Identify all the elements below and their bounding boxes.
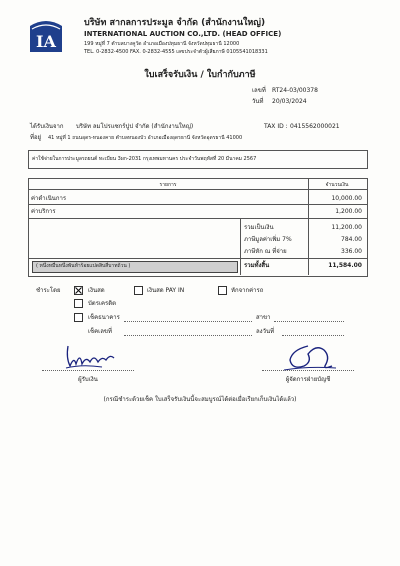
customer-address: 41 หมู่ที่ 1 ถนนอุดร-หนองคาย ตำบลหนองบัว อำเภอเมืองอุดรธานี จังหวัดอุดรธานี 41000 [48,135,243,141]
authorized-label: ผู้จัดการฝ่ายบัญชี [285,376,331,383]
branch-line [274,321,344,322]
wht-label: ภาษีหัก ณ ที่จ่าย [244,248,287,255]
table-row-amount: 1,200.00 [335,208,362,215]
doc-date-label: วันที่ [252,98,264,105]
deduction-label: หักจากค่ารถ [231,287,264,294]
cash-label: เงินสด [88,287,105,294]
deduction-checkbox[interactable] [218,286,227,295]
tax-id-label: TAX ID : [264,123,288,130]
footer-note: (กรณีชำระด้วยเช็ค ใบเสร็จรับเงินนี้จะสมบูรณ์ได้ต่อเมื่อเรียกเก็บเงินได้แล้ว) [103,396,297,403]
description: ค่าใช้จ่ายในการประมูลรถยนต์ ทะเบียน 3ผก-2031 กรุงเทพมหานคร ประจำวันพฤหัสที่ 20 มีนาคม 2567 [32,156,257,162]
doc-number: RT24-03/00378 [272,87,318,94]
payin-label: เงินสด PAY IN [147,287,185,294]
credit-card-checkbox[interactable] [74,299,83,308]
amount-in-words: ( หนึ่งหมื่นหนึ่งพันห้าร้อยแปดสิบสี่บาทถ้วน ) [36,263,131,269]
authorized-signature-line [262,370,354,371]
company-address: 199 หมู่ที่ 7 ตำบลบางคูวัด อำเภอเมืองปทุมธานี จังหวัดปทุมธานี 12000 [84,41,240,47]
cheque-bank-line [124,321,252,322]
company-contact: TEL. 0-2832-4500 FAX. 0-2832-4555 เลขประจำตัวผู้เสียภาษี 0105541018331 [84,49,268,55]
table-header-item: รายการ [159,182,177,188]
subtotal-label: รวมเป็นเงิน [244,224,274,231]
received-from-label: ได้รับเงินจาก [30,123,64,130]
grand-total-amount: 11,584.00 [328,262,362,269]
company-name-en: INTERNATIONAL AUCTION CO.,LTD. (HEAD OFFICE) [84,30,282,38]
vat-label: ภาษีมูลค่าเพิ่ม 7% [244,236,292,243]
cash-checkbox[interactable] [74,286,83,295]
company-logo [28,20,64,54]
branch-label: สาขา [256,314,271,321]
tax-id: 0415562000021 [290,123,340,130]
subtotal-amount: 11,200.00 [331,224,362,231]
cheque-date-label: ลงวันที่ [256,328,275,335]
table-row-item: ค่าดำเนินการ [31,195,67,202]
table-header-amount: จำนวนเงิน [325,182,349,188]
table-row-item: ค่าบริการ [31,208,56,215]
document-title: ใบเสร็จรับเงิน / ใบกำกับภาษี [144,70,256,80]
wht-amount: 336.00 [341,248,362,255]
payment-by-label: ชำระโดย [36,287,61,294]
cheque-no-line [124,335,252,336]
doc-date: 20/03/2024 [272,98,307,105]
company-name-th: บริษัท สากลการประมูล จำกัด (สำนักงานใหญ่) [84,18,266,28]
grand-total-label: รวมทั้งสิ้น [244,262,270,269]
receiver-signature [62,342,118,372]
receiver-label: ผู้รับเงิน [78,376,98,383]
check-mark-icon [75,287,82,294]
table-row-amount: 10,000.00 [331,195,362,202]
customer-name: บริษัท ลมโปรแซกร์ปูป จำกัด (สำนักงานใหญ่) [76,123,194,130]
cheque-no-label: เช็คเลขที่ [88,328,112,335]
address-label: ที่อยู่ [30,134,42,141]
cheque-date-line [282,335,344,336]
doc-number-label: เลขที่ [252,87,266,94]
cheque-checkbox[interactable] [74,313,83,322]
vat-amount: 784.00 [341,236,362,243]
authorized-signature [278,340,340,374]
logo-text: IA [36,32,56,51]
payin-checkbox[interactable] [134,286,143,295]
cheque-bank-label: เช็คธนาคาร [88,314,120,321]
credit-card-label: บัตรเครดิต [88,300,117,307]
receiver-signature-line [42,370,134,371]
